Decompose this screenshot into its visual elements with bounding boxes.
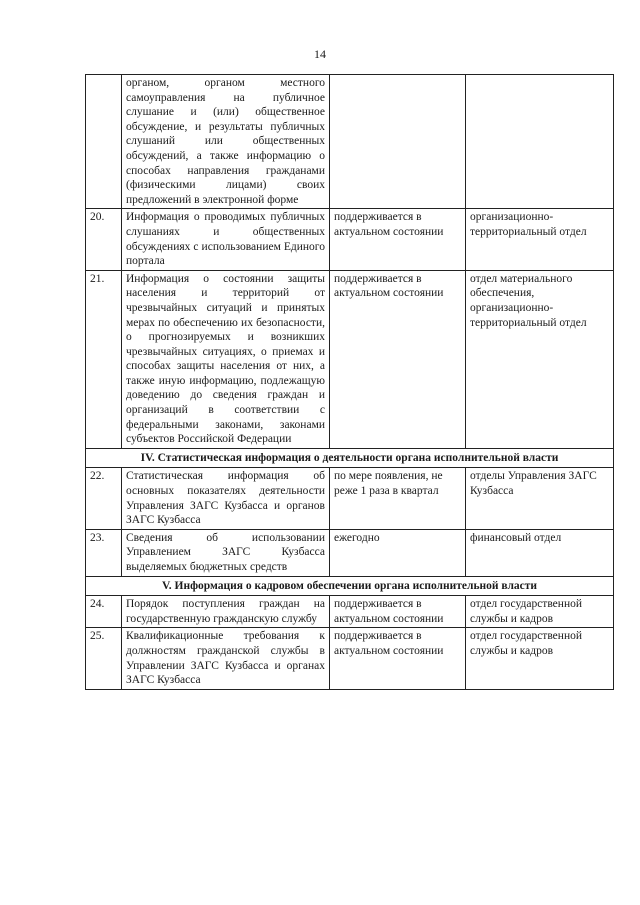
row-description: Статистическая информация об основных показателях деятельности Управления ЗАГС Кузбасса и органов ЗАГС Кузбасса: [122, 468, 330, 529]
row-number: [86, 75, 122, 209]
row-responsible: отделы Управления ЗАГС Кузбасса: [466, 468, 614, 529]
section-title: IV. Статистическая информация о деятельности органа исполнительной власти: [86, 448, 614, 468]
section-title: V. Информация о кадровом обеспечении органа исполнительной власти: [86, 576, 614, 596]
row-responsible: [466, 75, 614, 209]
row-term: ежегодно: [330, 529, 466, 576]
row-number: 24.: [86, 596, 122, 628]
row-number: 23.: [86, 529, 122, 576]
table-body: [86, 75, 614, 690]
row-responsible: организационно-территориальный отдел: [466, 209, 614, 270]
table-row: [86, 628, 614, 689]
section-heading-row: [86, 448, 614, 468]
table-row: [86, 209, 614, 270]
row-term: [330, 75, 466, 209]
row-responsible: отдел государственной службы и кадров: [466, 596, 614, 628]
row-description: Сведения об использовании Управлением ЗАГС Кузбасса выделяемых бюджетных средств: [122, 529, 330, 576]
row-number: 25.: [86, 628, 122, 689]
row-description: органом, органом местного самоуправления на публичное слушание и (или) общественное обсуждение, и результаты публичных слушаний или общественных обсуждений, а также информацию о способах направления гражданами (физическими лицами) своих предложений в электронной форме: [122, 75, 330, 209]
row-term: поддерживается в актуальном состоянии: [330, 596, 466, 628]
row-number: 21.: [86, 270, 122, 448]
row-description: Квалификационные требования к должностям гражданской службы в Управлении ЗАГС Кузбасса и органах ЗАГС Кузбасса: [122, 628, 330, 689]
row-term: по мере появления, не реже 1 раза в квартал: [330, 468, 466, 529]
row-description: Порядок поступления граждан на государственную гражданскую службу: [122, 596, 330, 628]
row-term: поддерживается в актуальном состоянии: [330, 270, 466, 448]
table-row: [86, 529, 614, 576]
row-responsible: финансовый отдел: [466, 529, 614, 576]
section-heading-row: [86, 576, 614, 596]
row-term: поддерживается в актуальном состоянии: [330, 209, 466, 270]
row-number: 20.: [86, 209, 122, 270]
table-row: [86, 75, 614, 209]
row-number: 22.: [86, 468, 122, 529]
row-description: Информация о проводимых публичных слушаниях и общественных обсуждениях с использованием Единого портала: [122, 209, 330, 270]
information-table: [85, 74, 614, 690]
row-responsible: отдел материального обеспечения, организационно-территориальный отдел: [466, 270, 614, 448]
row-responsible: отдел государственной службы и кадров: [466, 628, 614, 689]
table-row: [86, 468, 614, 529]
table-row: [86, 270, 614, 448]
table-row: [86, 596, 614, 628]
row-term: поддерживается в актуальном состоянии: [330, 628, 466, 689]
page-number: 14: [314, 47, 326, 61]
row-description: Информация о состоянии защиты населения и территорий от чрезвычайных ситуаций и принятых мерах по обеспечению их безопасности, о прогнозируемых и возникших чрезвычайных ситуациях, о приемах и способах защиты населения от них, а также иную информацию, подлежащую доведению до сведения граждан и организаций в соответствии с федеральными законами, законами субъектов Российской Федерации: [122, 270, 330, 448]
